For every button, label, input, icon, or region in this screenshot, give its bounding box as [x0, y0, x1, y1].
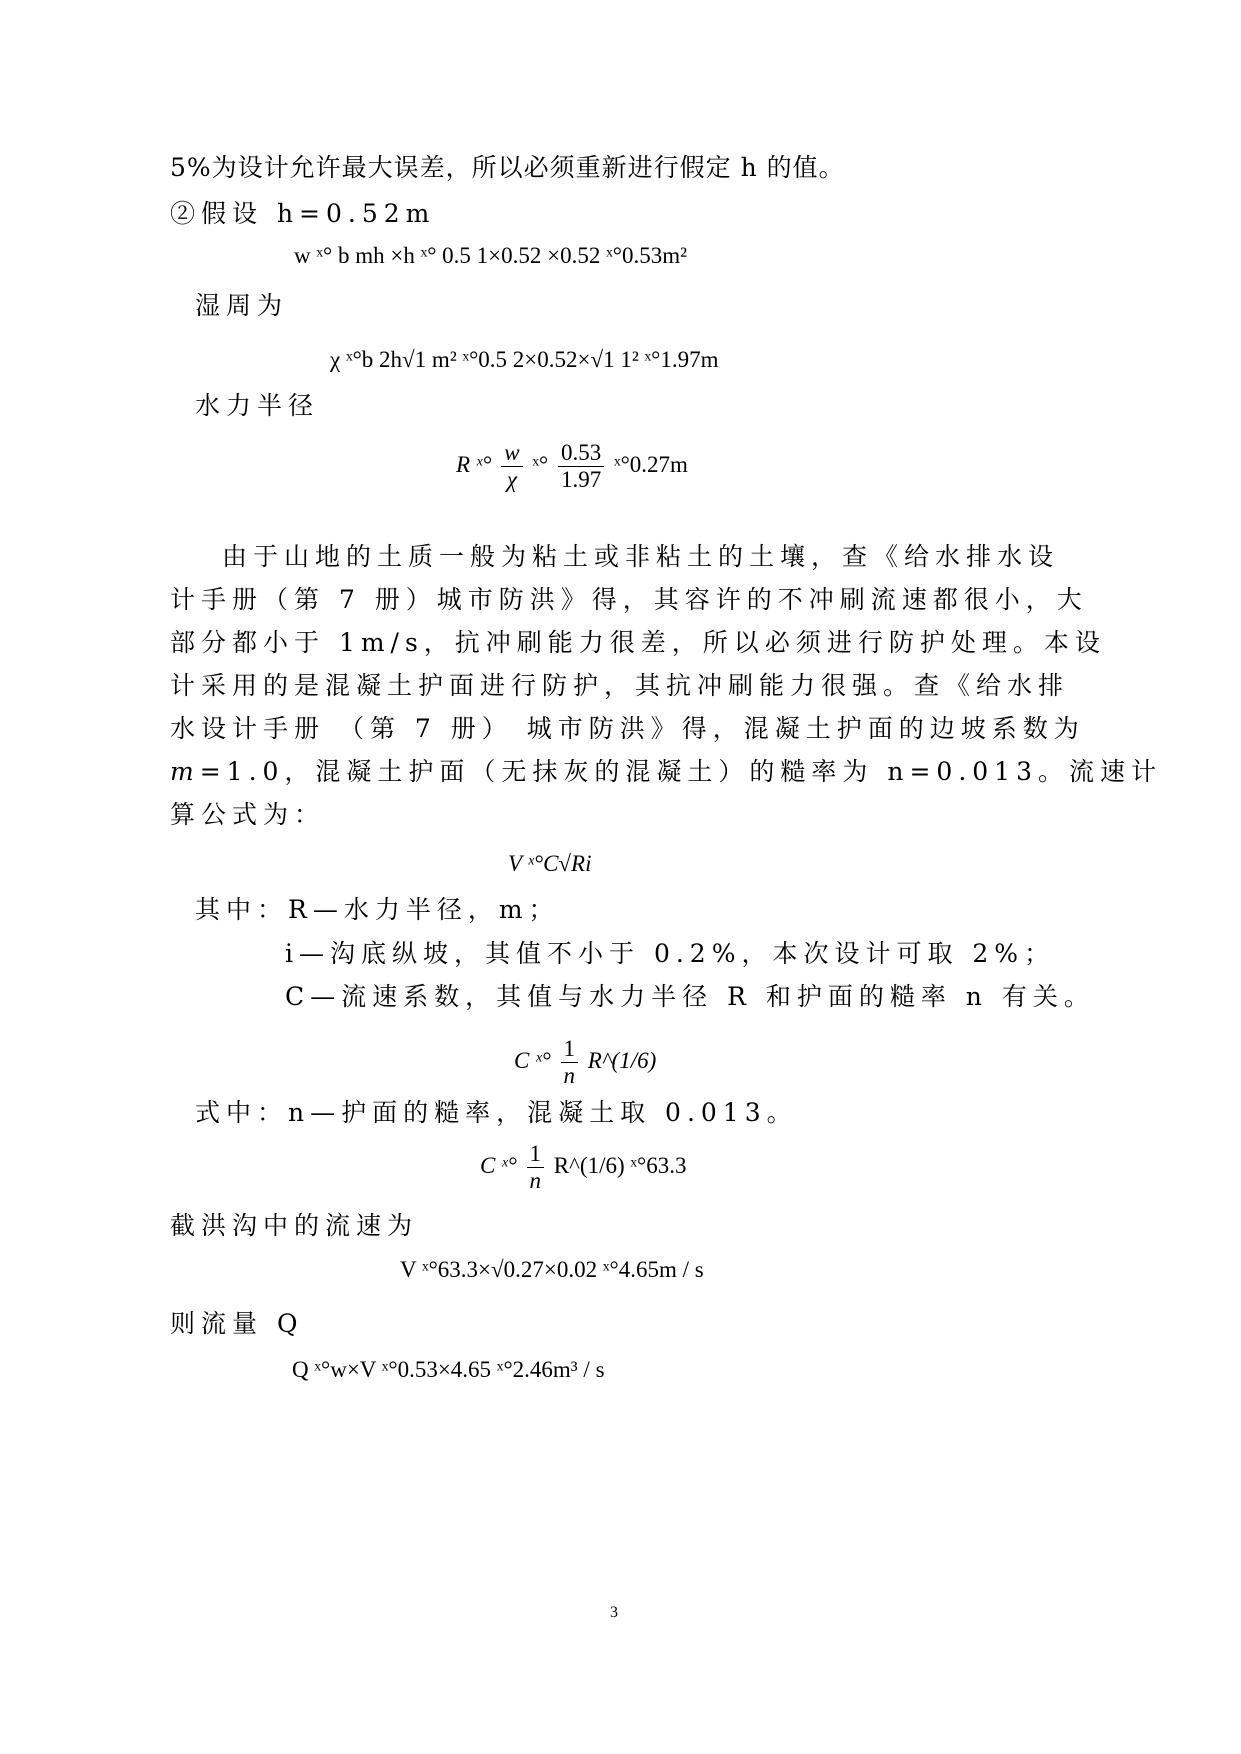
equation-area: w ˣ° b mh ×h ˣ° 0.5 1×0.52 ×0.52 ˣ°0.53m² [294, 243, 687, 268]
label-flow-q: 则流量 Q [170, 1309, 304, 1338]
eq3-fraction-2 [558, 440, 604, 493]
equation-velocity-value: V ˣ°63.3×√0.27×0.02 ˣ°4.65m / s [400, 1257, 704, 1282]
eq3-denominator-2: 1.97 [560, 467, 602, 492]
eq3-numerator-1: w [501, 440, 522, 467]
definition-c: C—流速系数，其值与水力半径 R 和护面的糙率 n 有关。 [285, 982, 1095, 1011]
paragraph-line-7: 算公式为： [170, 800, 326, 829]
assumption-h: ②假设 h=0.52m [170, 199, 436, 228]
definition-n: 式中：n—护面的糙率，混凝土取 0.013。 [195, 1098, 798, 1127]
equation-velocity-formula: V ˣ°C√Ri [508, 851, 592, 876]
eq6-right: R^(1/6) ˣ°63.3 [553, 1152, 687, 1178]
eq3-numerator-2: 0.53 [558, 440, 604, 467]
eq3-mid: ˣ° [532, 451, 549, 477]
definition-i: i—沟底纵坡，其值不小于 0.2%，本次设计可取 2%； [285, 939, 1056, 968]
eq3-right: ˣ°0.27m [613, 451, 688, 477]
eq3-denominator-1: χ [506, 467, 517, 492]
paragraph-error-note: 5%为设计允许最大误差，所以必须重新进行假定 h 的值。 [170, 153, 845, 182]
paragraph-line-6-text: =1.0，混凝土护面（无抹灰的混凝土）的糙率为 n=0.013。流速计 [199, 757, 1162, 786]
equation-flow-q: Q ˣ°w×V ˣ°0.53×4.65 ˣ°2.46m³ / s [292, 1357, 605, 1382]
equation-c-formula [514, 1036, 656, 1089]
eq3-left: R ˣ° [456, 451, 492, 477]
label-hydraulic-radius: 水力半径 [195, 391, 320, 420]
paragraph-line-3: 部分都小于 1m/s，抗冲刷能力很差，所以必须进行防护处理。本设 [170, 628, 1106, 657]
variable-m: m [170, 757, 200, 786]
eq5-fraction [561, 1036, 579, 1089]
eq6-left: C ˣ° [480, 1152, 517, 1178]
eq3-fraction-1 [501, 440, 522, 493]
equation-hydraulic-radius [456, 440, 688, 493]
eq5-denominator: n [563, 1063, 576, 1088]
equation-c-value [480, 1141, 686, 1194]
eq6-fraction [527, 1141, 545, 1194]
eq6-numerator: 1 [527, 1141, 545, 1168]
paragraph-line-1: 由于山地的土质一般为粘土或非粘土的土壤，查《给水排水设 [222, 542, 1060, 571]
label-flow-velocity: 截洪沟中的流速为 [170, 1211, 419, 1240]
page-number: 3 [610, 1604, 618, 1621]
eq5-numerator: 1 [561, 1036, 579, 1063]
eq5-right: R^(1/6) [587, 1047, 657, 1073]
paragraph-line-2: 计手册（第 7 册）城市防洪》得，其容许的不冲刷流速都很小，大 [170, 585, 1088, 614]
equation-wetted-perimeter: χ ˣ°b 2h√1 m² ˣ°0.5 2×0.52×√1 1² ˣ°1.97m [330, 347, 719, 372]
eq6-denominator: n [529, 1168, 542, 1193]
paragraph-line-4: 计采用的是混凝土护面进行防护，其抗冲刷能力很强。查《给水排 [170, 671, 1070, 700]
paragraph-line-6 [170, 752, 1162, 792]
definition-r: 其中：R—水力半径，m； [195, 895, 560, 924]
eq5-left: C ˣ° [514, 1047, 551, 1073]
paragraph-line-5: 水设计手册 （第 7 册） 城市防洪》得，混凝土护面的边坡系数为 [170, 714, 1085, 743]
label-wetted-perimeter: 湿周为 [195, 291, 289, 320]
